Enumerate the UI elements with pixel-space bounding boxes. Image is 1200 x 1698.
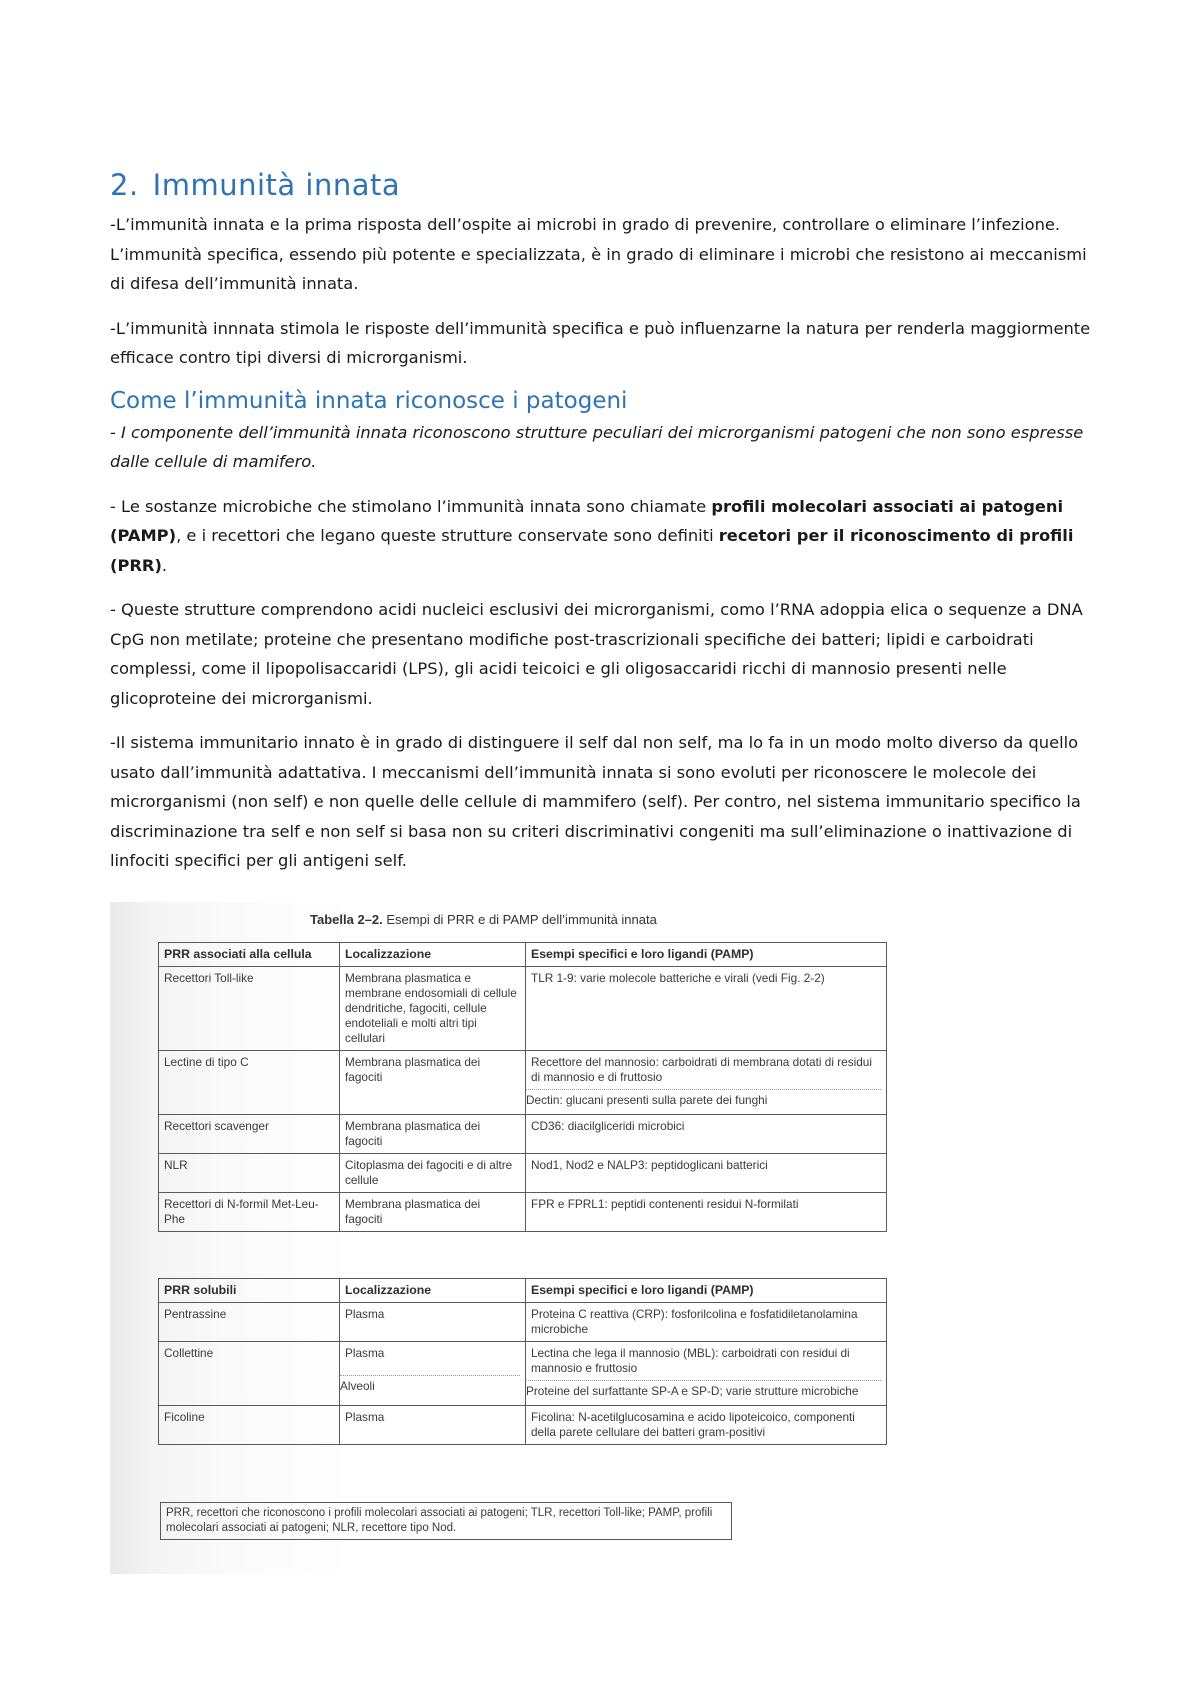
prr-localization: Membrana plasmatica dei fagociti <box>340 1115 526 1154</box>
prr-localization <box>340 1342 526 1406</box>
table-row <box>159 1406 887 1445</box>
table-row <box>159 1154 887 1193</box>
prr-example: Proteina C reattiva (CRP): fosforilcolina e fosfatidiletanolamina microbiche <box>526 1303 887 1342</box>
table-header-row <box>159 1279 887 1303</box>
header-examples: Esempi specifici e loro ligandi (PAMP) <box>526 943 887 967</box>
prr-localization: Membrana plasmatica e membrane endosomiali di cellule dendritiche, fagociti, cellule endoteliali e molti altri tipi cellulari <box>340 967 526 1051</box>
prr-example: TLR 1-9: varie molecole batteriche e virali (vedi Fig. 2-2) <box>526 967 887 1051</box>
prr-name: Collettine <box>159 1342 340 1406</box>
prr-localization: Plasma <box>340 1406 526 1445</box>
table-caption-text: Esempi di PRR e di PAMP dell’immunità innata <box>382 912 657 927</box>
pamp-text-1: - Le sostanze microbiche che stimolano l’immunità innata sono chiamate <box>110 496 712 516</box>
prr-example: CD36: diacilgliceridi microbici <box>526 1115 887 1154</box>
intro-paragraph-1: -L’immunità innata e la prima risposta dell’ospite ai microbi in grado di prevenire, controllare o eliminare l’infezione. L’immunità specifica, essendo più potente e specializzata, è in grado di eliminare i microbi che resistono ai meccanismi di difesa dell’immunità innata. <box>110 215 1087 293</box>
table-legend: PRR, recettori che riconoscono i profili molecolari associati ai patogeni; TLR, recettori Toll-like; PAMP, profili molecolari associati ai patogeni; NLR, recettore tipo Nod. <box>160 1502 732 1540</box>
prr-example <box>526 1342 887 1406</box>
prr-localization: Plasma <box>340 1303 526 1342</box>
subsection-heading: Come l’immunità innata riconosce i patogeni <box>110 387 628 414</box>
pamp-text-3: . <box>161 555 168 575</box>
header-localization: Localizzazione <box>340 943 526 967</box>
header-examples: Esempi specifici e loro ligandi (PAMP) <box>526 1279 887 1303</box>
section-number: 2. <box>110 168 139 202</box>
section-heading <box>110 168 1100 202</box>
prr-localization-line: Plasma <box>345 1346 385 1360</box>
table-header-row <box>159 943 887 967</box>
header-prr-soluble: PRR solubili <box>159 1279 340 1303</box>
prr-example-line: Recettore del mannosio: carboidrati di membrana dotati di residui di mannosio e di fruttosio <box>531 1055 872 1084</box>
prr-localization-line: Alveoli <box>340 1375 520 1394</box>
self-nonself-paragraph: -Il sistema immunitario innato è in grado di distinguere il self dal non self, ma lo fa in un modo molto diverso da quello usato dall’immunità adattativa. I meccanismi dell’immunità innata si sono evoluti per riconoscere le molecole dei microrganismi (non self) e non quelle delle cellule di mammifero (self). Per contro, nel sistema immunitario specifico la discriminazione tra self e non self si basa non su criteri discriminativi congeniti ma sull’eliminazione o inattivazione di linfociti specifici per gli antigeni self. <box>110 733 1081 870</box>
structures-paragraph: - Queste strutture comprendono acidi nucleici esclusivi dei microrganismi, como l’RNA adoppia elica o sequenze a DNA CpG non metilate; proteine che presentano modifiche post-trascrizionali specifiche dei batteri; lipidi e carboidrati complessi, come il lipopolisaccaridi (LPS), gli acidi teicoici e gli oligosaccaridi ricchi di mannosio presenti nelle glicoproteine dei microrganismi. <box>110 600 1083 708</box>
section-title: Immunità innata <box>152 168 401 202</box>
italic-paragraph: - I componente dell’immunità innata riconoscono strutture peculiari dei microrganismi patogeni che non sono espresse dalle cellule di mamifero. <box>110 422 1084 471</box>
prr-example <box>526 1051 887 1115</box>
header-prr: PRR associati alla cellula <box>159 943 340 967</box>
prr-example-line: Dectin: glucani presenti sulla parete dei funghi <box>526 1089 881 1108</box>
document-body <box>110 168 1100 891</box>
scanned-table-figure <box>110 902 905 1574</box>
pamp-paragraph <box>110 492 1100 581</box>
header-localization: Localizzazione <box>340 1279 526 1303</box>
intro-paragraph-2: -L’immunità innnata stimola le risposte dell’immunità specifica e può influenzarne la natura per renderla maggiormente efficace contro tipi diversi di microrganismi. <box>110 318 1091 367</box>
prr-example: FPR e FPRL1: peptidi contenenti residui N-formilati <box>526 1193 887 1232</box>
pamp-text-2: , e i recettori che legano queste strutture conservate sono definiti <box>176 526 719 545</box>
prr-localization: Membrana plasmatica dei fagociti <box>340 1051 526 1115</box>
prr-name: Pentrassine <box>159 1303 340 1342</box>
prr-name: Recettori Toll-like <box>159 967 340 1051</box>
table-caption <box>310 912 657 927</box>
table-row <box>159 1342 887 1406</box>
prr-example-line: Proteine del surfattante SP-A e SP-D; varie strutture microbiche <box>526 1380 881 1399</box>
soluble-prr-table <box>158 1278 887 1445</box>
prr-name: Lectine di tipo C <box>159 1051 340 1115</box>
table-row <box>159 1115 887 1154</box>
table-row <box>159 1303 887 1342</box>
prr-localization: Membrana plasmatica dei fagociti <box>340 1193 526 1232</box>
table-row <box>159 967 887 1051</box>
prr-example-line: Lectina che lega il mannosio (MBL): carboidrati con residui di mannosio e fruttosio <box>531 1346 850 1375</box>
prr-name: Recettori scavenger <box>159 1115 340 1154</box>
prr-term: recetori per il riconoscimento di profili (PRR) <box>110 526 1074 575</box>
prr-example: Nod1, Nod2 e NALP3: peptidoglicani batterici <box>526 1154 887 1193</box>
table-caption-number: Tabella 2–2. <box>310 912 383 927</box>
pamp-term: profili molecolari associati ai patogeni (PAMP) <box>110 496 1064 545</box>
prr-cell-table <box>158 942 887 1232</box>
prr-name: Recettori di N-formil Met-Leu-Phe <box>159 1193 340 1232</box>
table-row <box>159 1051 887 1115</box>
prr-localization: Citoplasma dei fagociti e di altre cellule <box>340 1154 526 1193</box>
prr-example: Ficolina: N-acetilglucosamina e acido lipoteicoico, componenti della parete cellulare dei batteri gram-positivi <box>526 1406 887 1445</box>
prr-name: NLR <box>159 1154 340 1193</box>
table-row <box>159 1193 887 1232</box>
prr-name: Ficoline <box>159 1406 340 1445</box>
